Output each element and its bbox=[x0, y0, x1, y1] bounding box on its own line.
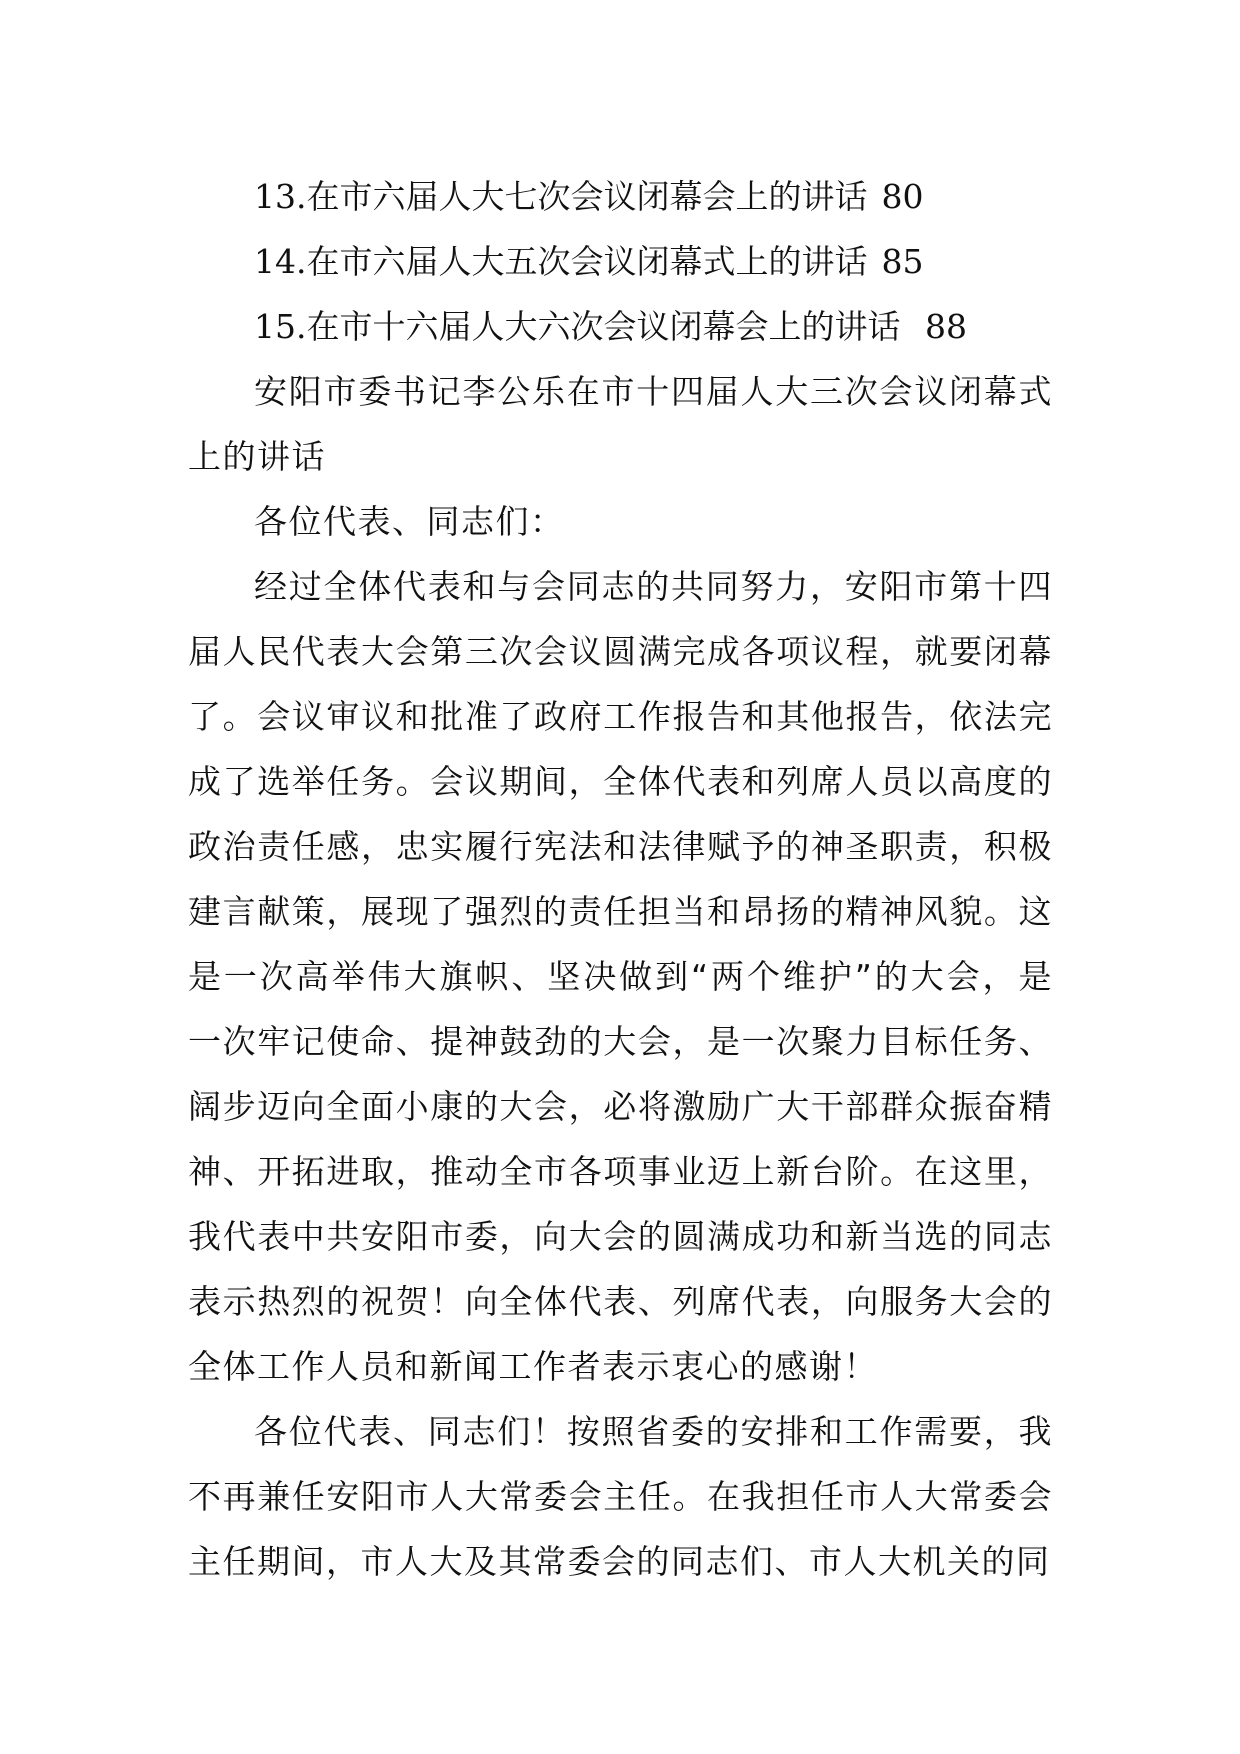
toc-entry-title: 在市十六届人大六次会议闭幕会上的讲话 bbox=[306, 307, 901, 346]
toc-entry-title: 在市六届人大七次会议闭幕会上的讲话 bbox=[306, 177, 868, 216]
article-greeting: 各位代表、同志们： bbox=[254, 502, 565, 541]
toc-entry-15[interactable] bbox=[188, 294, 1053, 359]
article-paragraph-2: 各位代表、同志们！按照省委的安排和工作需要，我不再兼任安阳市人大常委会主任。在我担任市人大常委会主任期间，市人大及其常委会的同志们、市人大机关的同 bbox=[188, 1412, 1053, 1581]
article-paragraph-1: 经过全体代表和与会同志的共同努力，安阳市第十四届人民代表大会第三次会议圆满完成各项议程，就要闭幕了。会议审议和批准了政府工作报告和其他报告，依法完成了选举任务。会议期间，全体代表和列席人员以高度的政治责任感，忠实履行宪法和法律赋予的神圣职责，积极建言献策，展现了强烈的责任担当和昂扬的精神风貌。这是一次高举伟大旗帜、坚决做到“两个维护”的大会，是一次牢记使命、提神鼓劲的大会，是一次聚力目标任务、阔步迈向全面小康的大会，必将激励广大干部群众振奋精神、开拓进取，推动全市各项事业迈上新台阶。在这里，我代表中共安阳市委，向大会的圆满成功和新当选的同志表示热烈的祝贺！向全体代表、列席代表，向服务大会的全体工作人员和新闻工作者表示衷心的感谢！ bbox=[188, 567, 1053, 1386]
toc-entry-14[interactable] bbox=[188, 229, 1053, 294]
toc-entry-page: 88 bbox=[914, 307, 967, 346]
toc-entry-page: 80 bbox=[881, 177, 924, 216]
toc-entry-number: 14. bbox=[254, 242, 307, 281]
toc-entry-number: 15. bbox=[254, 307, 307, 346]
toc-entry-number: 13. bbox=[254, 177, 307, 216]
document-body bbox=[188, 164, 1053, 1594]
toc-entry-page: 85 bbox=[881, 242, 924, 281]
article-title: 安阳市委书记李公乐在市十四届人大三次会议闭幕式上的讲话 bbox=[188, 372, 1053, 476]
toc-entry-13[interactable] bbox=[188, 164, 1053, 229]
toc-entry-title: 在市六届人大五次会议闭幕式上的讲话 bbox=[306, 242, 868, 281]
